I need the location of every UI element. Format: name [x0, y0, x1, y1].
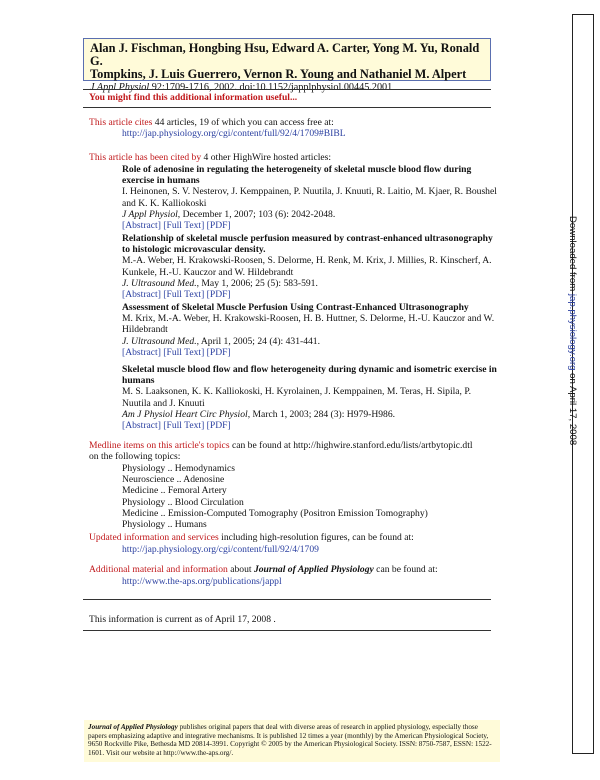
citing-article-links[interactable]: [Abstract] [Full Text] [PDF] [122, 289, 231, 301]
citing-article-details: , March 1, 2003; 284 (3): H979-H986. [247, 408, 396, 420]
citing-article-authors: M. Krix, M.-A. Weber, H. Krakowski-Roosen, H. B. Huttner, S. Delorme, H.-U. Kauczor and W. Hildebrandt [122, 313, 495, 336]
authors [90, 42, 484, 81]
footer-journal: Journal of Applied Physiology [88, 723, 178, 731]
info-heading: You might find this additional information useful... [89, 92, 298, 103]
topic-list [122, 463, 497, 530]
cited-by-line [89, 152, 499, 163]
additional-lead: Additional material and information [89, 564, 228, 575]
additional-line [89, 564, 499, 575]
topic-item[interactable]: Physiology .. Humans [122, 519, 207, 531]
citing-article-title: Relationship of skeletal muscle perfusion measured by contrast-enhanced ultrasonography to histologic microvascular density. [122, 233, 493, 256]
citing-article [122, 364, 497, 431]
topic-item[interactable]: Neuroscience .. Adenosine [122, 474, 225, 486]
medline-rest: can be found at http://highwire.stanford.edu/lists/artbytopic.dtl [229, 440, 473, 451]
updated-link[interactable]: http://jap.physiology.org/cgi/content/full/92/4/1709 [122, 544, 319, 555]
citing-article-ref [122, 209, 497, 220]
cites-lead: This article cites [89, 117, 153, 128]
download-link[interactable]: jap.physiology.org [567, 293, 578, 371]
citing-article-journal: Am J Physiol Heart Circ Physiol [122, 408, 248, 420]
citing-article-journal: J. Ultrasound Med. [122, 335, 197, 347]
download-after: on April 17, 2008 [567, 370, 578, 446]
citing-article-journal: J Appl Physiol [122, 208, 178, 220]
medline-line-2: on the following topics: [89, 451, 181, 462]
citing-article-links[interactable]: [Abstract] [Full Text] [PDF] [122, 346, 231, 358]
citing-article-title: Skeletal muscle blood flow and flow heterogeneity during dynamic and isometric exercise in humans [122, 364, 497, 387]
updated-lead: Updated information and services [89, 532, 219, 543]
current-as-of: This information is current as of April 17, 2008 . [89, 614, 276, 625]
divider [83, 630, 491, 631]
divider [83, 107, 491, 108]
medline-line [89, 440, 509, 451]
updated-line [89, 532, 499, 543]
citing-article-title: Role of adenosine in regulating the heterogeneity of skeletal muscle blood flow during exercise in humans [122, 164, 472, 187]
citation-details: 92:1709-1716, 2002. doi:10.1152/japplphysiol.00445.2001 [149, 82, 393, 93]
citing-article-details: , April 1, 2005; 24 (4): 431-441. [196, 335, 320, 347]
updated-rest: including high-resolution figures, can be found at: [218, 532, 414, 543]
citing-article-ref [122, 278, 497, 289]
divider [83, 599, 491, 600]
cites-line [89, 117, 499, 128]
citing-article-journal: J. Ultrasound Med. [122, 277, 197, 289]
download-text [567, 216, 578, 445]
citing-article-authors: I. Heinonen, S. V. Nesterov, J. Kemppainen, P. Nuutila, J. Knuuti, R. Laitio, M. Kjaer, R. Boushel and K. K. Kalliokoski [122, 186, 497, 209]
cited-by-rest: 4 other HighWire hosted articles: [201, 152, 332, 163]
additional-link[interactable]: http://www.the-aps.org/publications/jappl [122, 576, 282, 587]
authors-line-1: Alan J. Fischman, Hongbing Hsu, Edward A. Carter, Yong M. Yu, Ronald G. [90, 41, 480, 68]
citing-article-authors: M. S. Laaksonen, K. K. Kalliokoski, H. Kyrolainen, J. Kemppainen, M. Teras, H. Sipila, P. Nuutila and J. Knuuti [122, 386, 472, 409]
additional-rest: can be found at: [373, 564, 438, 575]
topic-item[interactable]: Medicine .. Emission-Computed Tomography (Positron Emission Tomography) [122, 507, 428, 519]
article-header-box [83, 38, 491, 93]
medline-lead: Medline items on this article's topics [89, 440, 230, 451]
divider [83, 89, 491, 90]
citing-article [122, 302, 497, 358]
cited-by-lead: This article has been cited by [89, 152, 202, 163]
citing-article-ref [122, 409, 497, 420]
cites-rest: 44 articles, 19 of which you can access free at: [152, 117, 334, 128]
citing-article-details: , May 1, 2006; 25 (5): 583-591. [196, 277, 318, 289]
additional-mid: about [227, 564, 254, 575]
journal-footer [84, 720, 500, 762]
citing-article-ref [122, 336, 497, 347]
additional-journal: Journal of Applied Physiology [253, 564, 374, 575]
topic-item[interactable]: Physiology .. Blood Circulation [122, 496, 244, 508]
topic-item[interactable]: Medicine .. Femoral Artery [122, 485, 227, 497]
topic-item[interactable]: Physiology .. Hemodynamics [122, 463, 235, 474]
citing-article-links[interactable]: [Abstract] [Full Text] [PDF] [122, 420, 231, 432]
citing-article-links[interactable]: [Abstract] [Full Text] [PDF] [122, 220, 231, 232]
citing-article-authors: M.-A. Weber, H. Krakowski-Roosen, S. Delorme, H. Renk, M. Krix, J. Millies, R. Kinscherf, A. Kunkele, H.-U. Kauczor and W. Hildebrandt [122, 255, 492, 278]
citing-article [122, 164, 497, 231]
citing-article-title: Assessment of Skeletal Muscle Perfusion Using Contrast-Enhanced Ultrasonography [122, 302, 469, 313]
authors-line-2: Tompkins, J. Luis Guerrero, Vernon R. Young and Nathaniel M. Alpert [90, 67, 467, 81]
citation-journal: J Appl Physiol [90, 82, 150, 93]
cites-link[interactable]: http://jap.physiology.org/cgi/content/full/92/4/1709#BIBL [122, 128, 346, 139]
footer-text: publishes original papers that deal with diverse areas of research in applied physiology, especially those papers emphasizing adaptive and integrative mechanisms. It is published 12 times a year (monthly) by the American Physiological Society, 9650 Rockville Pike, Bethesda MD 20814-3991. Copyright © 2005 by the American Physiological Society. ISSN: 8750-7587, ESSN: 1522-1601. Visit our website at http://www.the-aps.org/. [88, 723, 492, 757]
citing-article-details: , December 1, 2007; 103 (6): 2042-2048. [177, 208, 336, 220]
citing-article [122, 233, 497, 300]
download-before: Downloaded from [567, 216, 578, 294]
